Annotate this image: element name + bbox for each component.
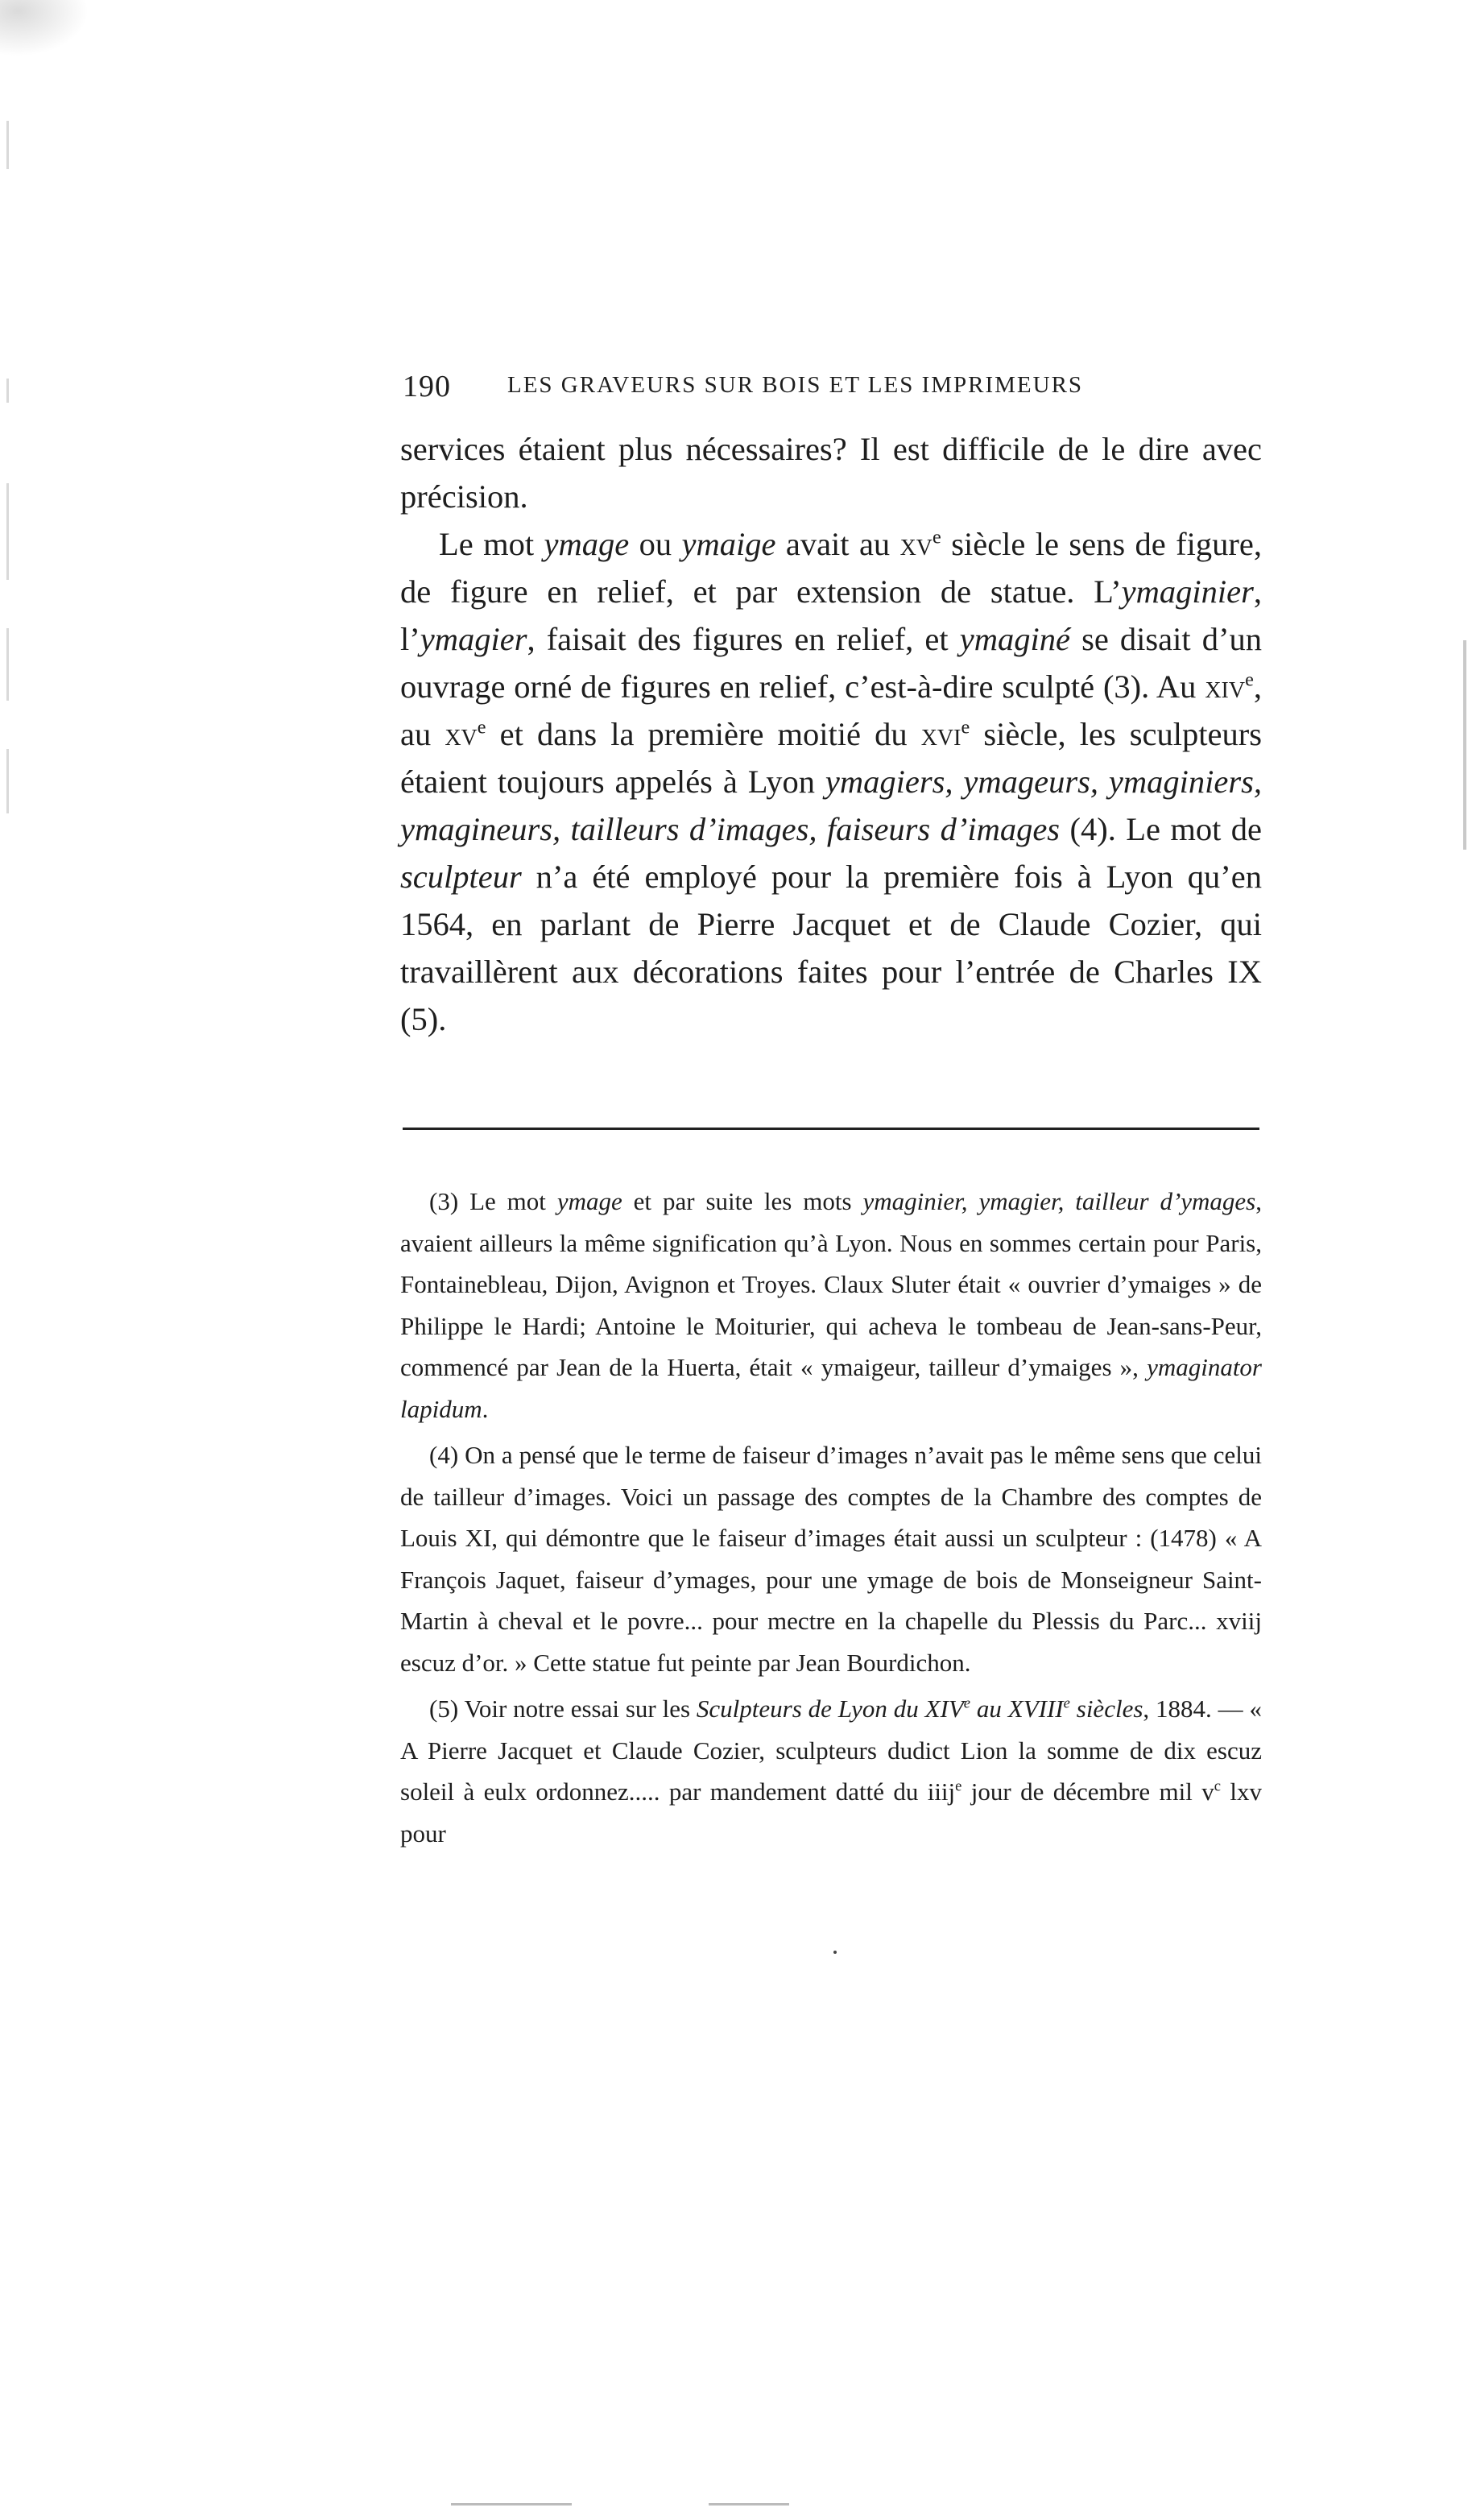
italic-term: ymagier — [420, 621, 527, 657]
text-run: (3) Le mot — [429, 1187, 557, 1215]
superscript: e — [961, 716, 970, 739]
century-numeral: xiv — [1205, 668, 1246, 705]
italic-term: ymaginier — [1121, 573, 1254, 610]
superscript: e — [963, 1694, 971, 1712]
text-run: et dans la première moitié du — [486, 716, 921, 752]
text-run: avait au — [775, 526, 900, 562]
scan-corner-smudge — [0, 0, 89, 56]
century-numeral: xv — [899, 526, 933, 562]
italic-book-title — [697, 1694, 1143, 1723]
text-run: Le mot — [439, 526, 544, 562]
italic-latin: ymaginator lapidum — [400, 1353, 1262, 1423]
footnote-5 — [400, 1688, 1262, 1854]
century-numeral: xvi — [920, 716, 961, 752]
italic-term: ymaige — [681, 526, 776, 562]
text-run: , avaient ailleurs la même signification qu’à Lyon. Nous en sommes certain pour Paris, Fontainebleau, Dijon, Avignon et Troyes. Claux Sluter était « ouvrier d’ymaiges » de Philippe le Hardi; Antoine le Moiturier, qui acheva le tombeau de Jean-sans-Peur, commencé par Jean de la Huerta, était « ymaigeur, tailleur d’ymaiges », — [400, 1187, 1263, 1381]
scan-edge-mark — [6, 379, 9, 403]
text-run: . — [482, 1394, 489, 1423]
main-text — [400, 425, 1262, 1043]
text-run: jour de décembre mil v — [961, 1777, 1214, 1806]
title-run: au XVIII — [970, 1694, 1064, 1723]
scan-bottom-mark — [451, 2503, 572, 2506]
footnotes — [400, 1181, 1262, 1859]
title-run: Sculpteurs de Lyon du XIV — [696, 1694, 964, 1723]
text-run: , 1884. — « A Pierre Jacquet et Claude Cozier, sculpteurs dudict Lion la somme de dix escuz soleil à eulx ordonnez..... par mandement datté du iiij — [400, 1694, 1262, 1806]
text-run: , au — [400, 668, 1262, 752]
running-title: LES GRAVEURS SUR BOIS ET LES IMPRIMEURS — [507, 372, 1084, 398]
superscript: c — [1214, 1777, 1222, 1795]
footnote-3 — [400, 1181, 1262, 1430]
century-numeral: xv — [445, 716, 478, 752]
paragraph-continued: services étaient plus nécessaires? Il est difficile de le dire avec précision. — [400, 431, 1262, 515]
text-run: se disait d’un ouvrage orné de figures en relief, c’est-à-dire sculpté (3). Au — [400, 621, 1263, 705]
superscript: e — [1245, 668, 1254, 691]
italic-term: ymage — [556, 1187, 622, 1215]
paragraph-ymage — [400, 520, 1262, 1043]
text-run: ou — [629, 526, 682, 562]
superscript: e — [955, 1777, 962, 1795]
text-run: lxv pour — [400, 1777, 1262, 1848]
superscript: e — [932, 526, 941, 548]
text-run: n’a été employé pour la première fois à Lyon qu’en 1564, en parlant de Pierre Jacquet et de Claude Cozier, qui travaillèrent aux décorations faites pour l’entrée de Charles IX (5). — [400, 859, 1262, 1037]
scan-bottom-mark — [709, 2503, 789, 2506]
text-run: siècle, les sculpteurs étaient toujours appelés à Lyon — [400, 716, 1262, 800]
page-number: 190 — [403, 370, 451, 403]
italic-term-list: ymaginier, ymagier, tailleur d’ymages — [862, 1187, 1256, 1215]
italic-term: ymage — [544, 526, 630, 562]
text-run: siècle le sens de figure, de figure en relief, et par extension de statue. L’ — [400, 526, 1262, 610]
ink-speck — [833, 1951, 837, 1954]
text-run: , faisait des figures en relief, et — [527, 621, 960, 657]
footnote-4: (4) On a pensé que le terme de faiseur d’images n’avait pas le même sens que celui de tailleur d’images. Voici un passage des comptes de la Chambre des comptes de Louis XI, qui démontre que le faiseur d’images était aussi un sculpteur : (1478) « A François Jaquet, faiseur d’ymages, pour une ymage de bois de Monseigneur Saint-Martin à cheval et le povre... pour mectre en la chapelle du Plessis du Parc... xviij escuz d’or. » Cette statue fut peinte par Jean Bourdichon. — [400, 1441, 1262, 1677]
scan-edge-mark — [1463, 640, 1466, 850]
superscript: e — [1063, 1694, 1070, 1712]
text-run: , l’ — [400, 573, 1262, 657]
italic-term-list: ymagiers, ymageurs, ymaginiers, ymagineurs, tailleurs d’images, faiseurs d’images — [400, 763, 1262, 847]
scan-edge-mark — [6, 121, 9, 169]
italic-term: sculpteur — [400, 859, 522, 895]
scan-edge-mark — [6, 628, 9, 701]
running-header — [403, 369, 1264, 409]
scan-edge-mark — [6, 483, 9, 580]
footnote-rule — [403, 1128, 1259, 1130]
text-run: (5) Voir notre essai sur les — [429, 1694, 697, 1723]
superscript: e — [477, 716, 486, 739]
scan-edge-mark — [6, 749, 9, 813]
text-run: et par suite les mots — [622, 1187, 863, 1215]
title-run: siècles — [1069, 1694, 1143, 1723]
italic-term: ymaginé — [959, 621, 1070, 657]
text-run: (4). Le mot de — [1060, 811, 1262, 847]
